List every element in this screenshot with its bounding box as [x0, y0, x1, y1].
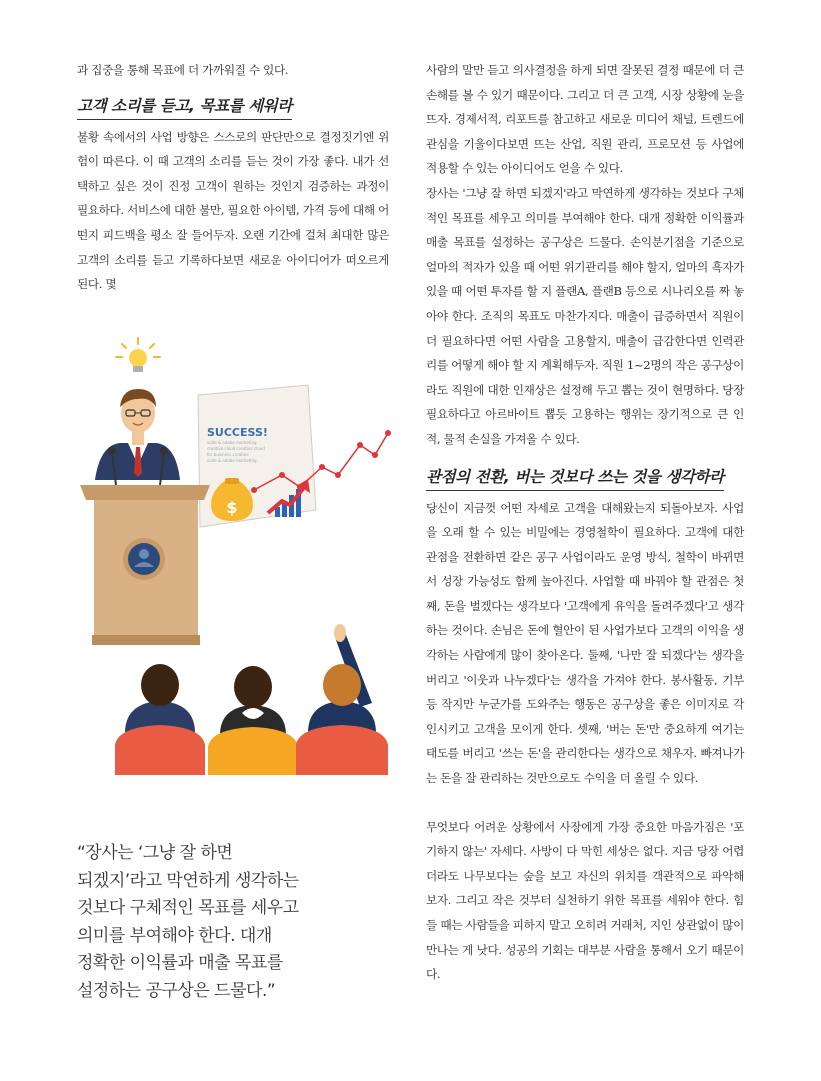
board-line-4: suite & adobe marketing [207, 458, 257, 463]
audience-seat-red-right [296, 725, 388, 775]
right-paragraph-2: 장사는 '그냥 잘 하면 되겠지'라고 막연하게 생각하는 것보다 구체적인 목표를 세우고 의미를 부여해야 한다. 대개 정확한 이익률과 매출 목표를 설정하는 공구상은 드물다. 손익분기점을 기준으로 얼마의 적자가 있을 때 어떤 위기관리를 해야 할지, 얼마의 흑자가 있을 때 어떤 투자를 할 지 플랜A, 플랜B 등으로 시나리오를 짜 놓아야 한다. 조직의 목표도 마찬가지다. 매출이 급증하면서 직원이 더 필요하다면 어떤 사람을 고용할지, 매출이 급감한다면 인력관리를 어떻게 해야 할 지 계획해두자. 직원 1~2명의 작은 공구상이라도 직원에 대한 인재상은 설정해 두고 뽑는 것이 현명하다. 당장 필요하다고 아르바이트 뽑듯 고용하는 행위는 장기적으로 큰 인적, 물적 손실을 가져올 수 있다. [426, 185, 744, 446]
right-column [426, 58, 744, 987]
speaker-figure [95, 389, 180, 480]
board-line-3: for business creative [207, 452, 249, 457]
audience [115, 624, 388, 775]
board-line-2: creative cloud creative cloud [207, 446, 265, 451]
right-paragraph-3: 당신이 지금껏 어떤 자세로 고객을 대해왔는지 되돌아보자. 사업을 오래 할 수 있는 비밀에는 경영철학이 필요하다. 고객에 대한 관점을 전환하면 같은 공구 사업이라도 운영 방식, 철학이 바뀌면서 성장 가능성도 함께 높아진다. 사업할 때 바꿔야 할 관점은 첫째, 돈을 벌겠다는 생각보다 '고객에게 유익을 돌려주겠다'고 생각하는 것이다. 손님은 돈에 혈안이 된 사업가보다 고객의 이익을 생각하는 사람에게 많이 찾아온다. 둘째, '나만 잘 되겠다'는 생각을 버리고 '이웃과 나누겠다'는 생각을 가져야 한다. 봉사활동, 기부 등 작지만 누군가를 도와주는 행동은 공구상을 좋은 이미지로 각인시키고 고객을 모이게 한다. 셋째, '버는 돈'만 중요하게 여기는 태도를 버리고 '쓰는 돈'을 관리한다는 생각으로 채우자. 빠져나가는 돈을 잘 관리하는 것만으로도 수익을 더 올릴 수 있다. [426, 500, 744, 786]
left-intro-text: 과 집중을 통해 목표에 더 가까워질 수 있다. [77, 63, 289, 77]
left-column [77, 58, 389, 297]
paragraph-gap [426, 791, 744, 815]
section-heading-perspective-shift: 관점의 전환, 버는 것보다 쓰는 것을 생각하라 [426, 466, 724, 491]
left-paragraph: 불황 속에서의 사업 방향은 스스로의 판단만으로 결정짓기엔 위험이 따른다. 이 때 고객의 소리를 듣는 것이 가장 좋다. 내가 선택하고 싶은 것이 진정 고객이 원하는 것인지 검증하는 과정이 필요하다. 서비스에 대한 불만, 필요한 아이템, 가격 등에 대해 어떤지 피드백을 평소 잘 들어두자. 오랜 기간에 걸쳐 최대한 많은 고객의 소리를 듣고 기록하다보면 새로운 아이디어가 떠오르게 된다. 몇 [77, 129, 389, 292]
audience-seat-orange [208, 727, 298, 775]
board-title: SUCCESS! [207, 426, 268, 439]
audience-seat-red-left [115, 725, 205, 775]
lightbulb-icon [116, 338, 160, 372]
section-heading-customer-voice: 고객 소리를 듣고, 목표를 세워라 [77, 95, 292, 120]
pull-quote: “장사는 ‘그냥 잘 하면 되겠지’라고 막연하게 생각하는 것보다 구체적인 목표를 세우고 의미를 부여해야 한다. 대개 정확한 이익률과 매출 목표를 설정하는 공구상은 드물다.” [77, 843, 299, 1001]
right-paragraph-1: 사람의 말만 듣고 의사결정을 하게 되면 잘못된 결정 때문에 더 큰 손해를 볼 수 있기 때문이다. 그리고 더 큰 고객, 시장 상황에 눈을 뜨자. 경제서적, 리포트를 참고하고 새로운 미디어 채널, 트렌드에 관심을 기울이다보면 뜨는 산업, 직원 관리, 프로모션 등 사업에 적용할 수 있는 아이디어도 얻을 수 있다. [426, 63, 744, 176]
podium [80, 485, 210, 645]
presentation-illustration [70, 335, 400, 795]
money-bag-symbol: $ [226, 498, 238, 517]
right-paragraph-4: 무엇보다 어려운 상황에서 사장에게 가장 중요한 마음가짐은 '포기하지 않는' 자세다. 사방이 다 막힌 세상은 없다. 지금 당장 어렵더라도 나무보다는 숲을 보고 자신의 위치를 객관적으로 파악해 보자. 그리고 작은 것부터 실천하기 위한 목표를 세워야 한다. 힘들 때는 사람들을 피하지 말고 오히려 거래처, 지인 상관없이 많이 만나는 게 낫다. 성공의 기회는 대부분 사람을 통해서 오기 때문이다. [426, 819, 744, 982]
board-line-1: suite & adobe marketing [207, 440, 257, 445]
